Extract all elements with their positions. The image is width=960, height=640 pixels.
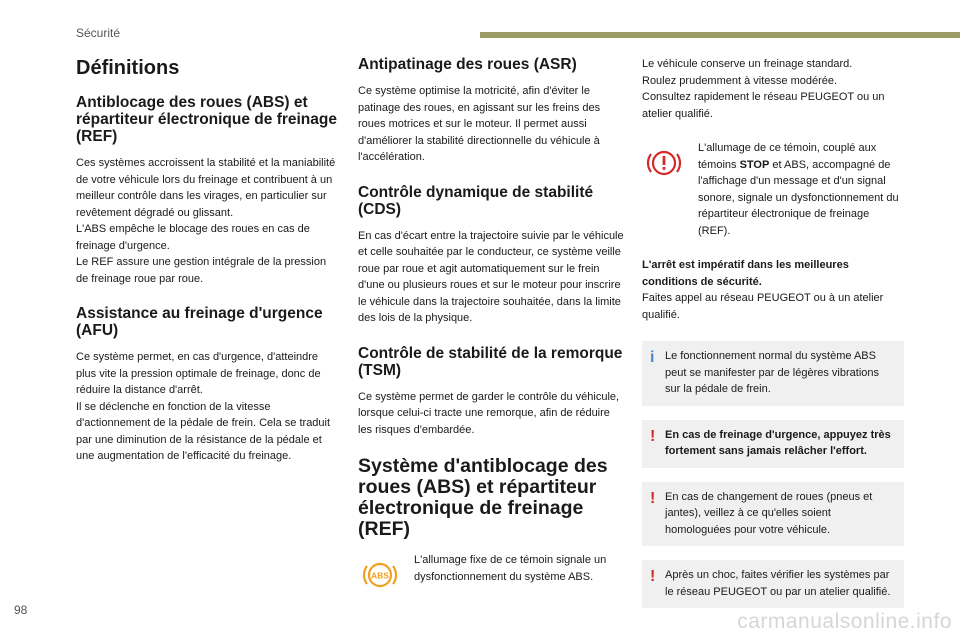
standard-braking-info bbox=[642, 56, 904, 122]
abs-ref-heading: Antiblocage des roues (ABS) et répartiteur électronique de freinage (REF) bbox=[76, 94, 337, 145]
warning-icon: ! bbox=[650, 568, 656, 585]
asr-section bbox=[358, 56, 624, 166]
warning-note-wheels bbox=[642, 482, 904, 547]
abs-ref-paragraph-1: Ces systèmes accroissent la stabilité et la maniabilité de votre véhicule lors du freinage et contribuent à un meilleur contrôle dans les virages, en particulier sur revêtement dégradé ou glissant. bbox=[76, 157, 336, 219]
watermark: carmanualsonline.info bbox=[737, 610, 952, 633]
ref-lamp-text-pre: L'allumage de ce témoin, couplé aux témoins bbox=[698, 142, 877, 171]
header-accent-bar bbox=[480, 32, 960, 38]
abs-system-heading: Système d'antiblocage des roues (ABS) et répartiteur électronique de freinage (REF) bbox=[358, 455, 608, 540]
column-warnings bbox=[642, 56, 904, 622]
warning-note-impact-text: Après un choc, faites vérifier les systèmes par le réseau PEUGEOT ou par un atelier qualifié. bbox=[665, 569, 891, 598]
column-systems bbox=[358, 56, 624, 590]
section-label: Sécurité bbox=[76, 26, 121, 40]
page-title: Définitions bbox=[76, 57, 180, 79]
abs-ref-paragraph-2: L'ABS empêche le blocage des roues en cas de freinage d'urgence. bbox=[76, 223, 310, 252]
warning-note-emergency-text: En cas de freinage d'urgence, appuyez très fortement sans jamais relâcher l'effort. bbox=[665, 428, 891, 457]
stop-contact-text: Faites appel au réseau PEUGEOT ou à un atelier qualifié. bbox=[642, 292, 884, 321]
ref-lamp-text-post: et ABS, accompagné de l'affichage d'un message et d'un signal sonore, signale un dysfonctionnement du répartiteur électronique de freinage (REF). bbox=[698, 158, 899, 237]
cds-section bbox=[358, 184, 624, 327]
stop-imperative-text: L'arrêt est impératif dans les meilleures conditions de sécurité. bbox=[642, 259, 849, 288]
column-definitions bbox=[76, 56, 338, 483]
cds-heading: Contrôle dynamique de stabilité (CDS) bbox=[358, 183, 594, 218]
intro-paragraph-1: Le véhicule conserve un freinage standard. bbox=[642, 58, 853, 70]
abs-lamp-row bbox=[358, 552, 624, 590]
tsm-paragraph: Ce système permet de garder le contrôle du véhicule, lorsque celui-ci tracte une remorque, afin de réduire les risques d'embardée. bbox=[358, 390, 620, 436]
cds-paragraph: En cas d'écart entre la trajectoire suivie par le véhicule et celle souhaitée par le conducteur, ce système veille roue par roue et agit automatiquement sur le frein d'une ou plusieurs roues et sur le moteur pour inscrire le véhicule dans la trajectoire souhaitée, dans la limite des lois de la physique. bbox=[358, 229, 624, 324]
abs-ref-section bbox=[76, 94, 338, 287]
stop-instruction bbox=[642, 257, 904, 323]
info-note-vibrations bbox=[642, 341, 904, 406]
stop-label: STOP bbox=[739, 158, 770, 171]
warning-icon: ! bbox=[650, 489, 656, 507]
intro-paragraph-2: Roulez prudemment à vitesse modérée. bbox=[642, 74, 838, 87]
brake-warning-lamp-icon bbox=[646, 148, 682, 178]
abs-ref-paragraph-3: Le REF assure une gestion intégrale de la pression de freinage roue par roue. bbox=[76, 256, 327, 285]
tsm-heading: Contrôle de stabilité de la remorque (TSM) bbox=[358, 344, 623, 379]
ref-lamp-row bbox=[642, 140, 904, 239]
afu-section bbox=[76, 305, 338, 465]
warning-note-impact bbox=[642, 560, 904, 608]
afu-heading: Assistance au freinage d'urgence (AFU) bbox=[76, 305, 323, 339]
page-number: 98 bbox=[14, 603, 28, 617]
abs-lamp-text: L'allumage fixe de ce témoin signale un dysfonctionnement du système ABS. bbox=[414, 554, 607, 583]
info-icon: i bbox=[650, 349, 655, 366]
afu-paragraph-1: Ce système permet, en cas d'urgence, d'atteindre plus vite la pression optimale de freinage, donc de réduire la distance d'arrêt. bbox=[76, 351, 321, 396]
abs-icon-label: ABS bbox=[371, 570, 389, 581]
asr-paragraph: Ce système optimise la motricité, afin d'éviter le patinage des roues, en agissant sur les freins des roues motrices et sur le moteur. Il permet aussi d'améliorer la stabilité directionnelle du véhicule à l'accélération. bbox=[358, 85, 601, 163]
ref-lamp-text bbox=[698, 140, 904, 239]
intro-paragraph-3: Consultez rapidement le réseau PEUGEOT ou un atelier qualifié. bbox=[642, 91, 885, 120]
tsm-section bbox=[358, 345, 624, 439]
asr-heading: Antipatinage des roues (ASR) bbox=[358, 56, 577, 73]
warning-icon: ! bbox=[650, 427, 656, 445]
afu-paragraph-2: Il se déclenche en fonction de la vitesse d'actionnement de la pédale de frein. Cela se traduit par une diminution de la résistance de la pédale et une augmentation de l'efficacité du freinage. bbox=[76, 400, 331, 462]
warning-note-wheels-text: En cas de changement de roues (pneus et jantes), veillez à ce qu'elles soient homologuées pour votre véhicule. bbox=[665, 490, 873, 536]
info-note-text: Le fonctionnement normal du système ABS peut se manifester par de légères vibrations sur la pédale de frein. bbox=[665, 350, 880, 395]
abs-warning-lamp-icon bbox=[362, 560, 398, 590]
warning-note-emergency bbox=[642, 420, 904, 468]
